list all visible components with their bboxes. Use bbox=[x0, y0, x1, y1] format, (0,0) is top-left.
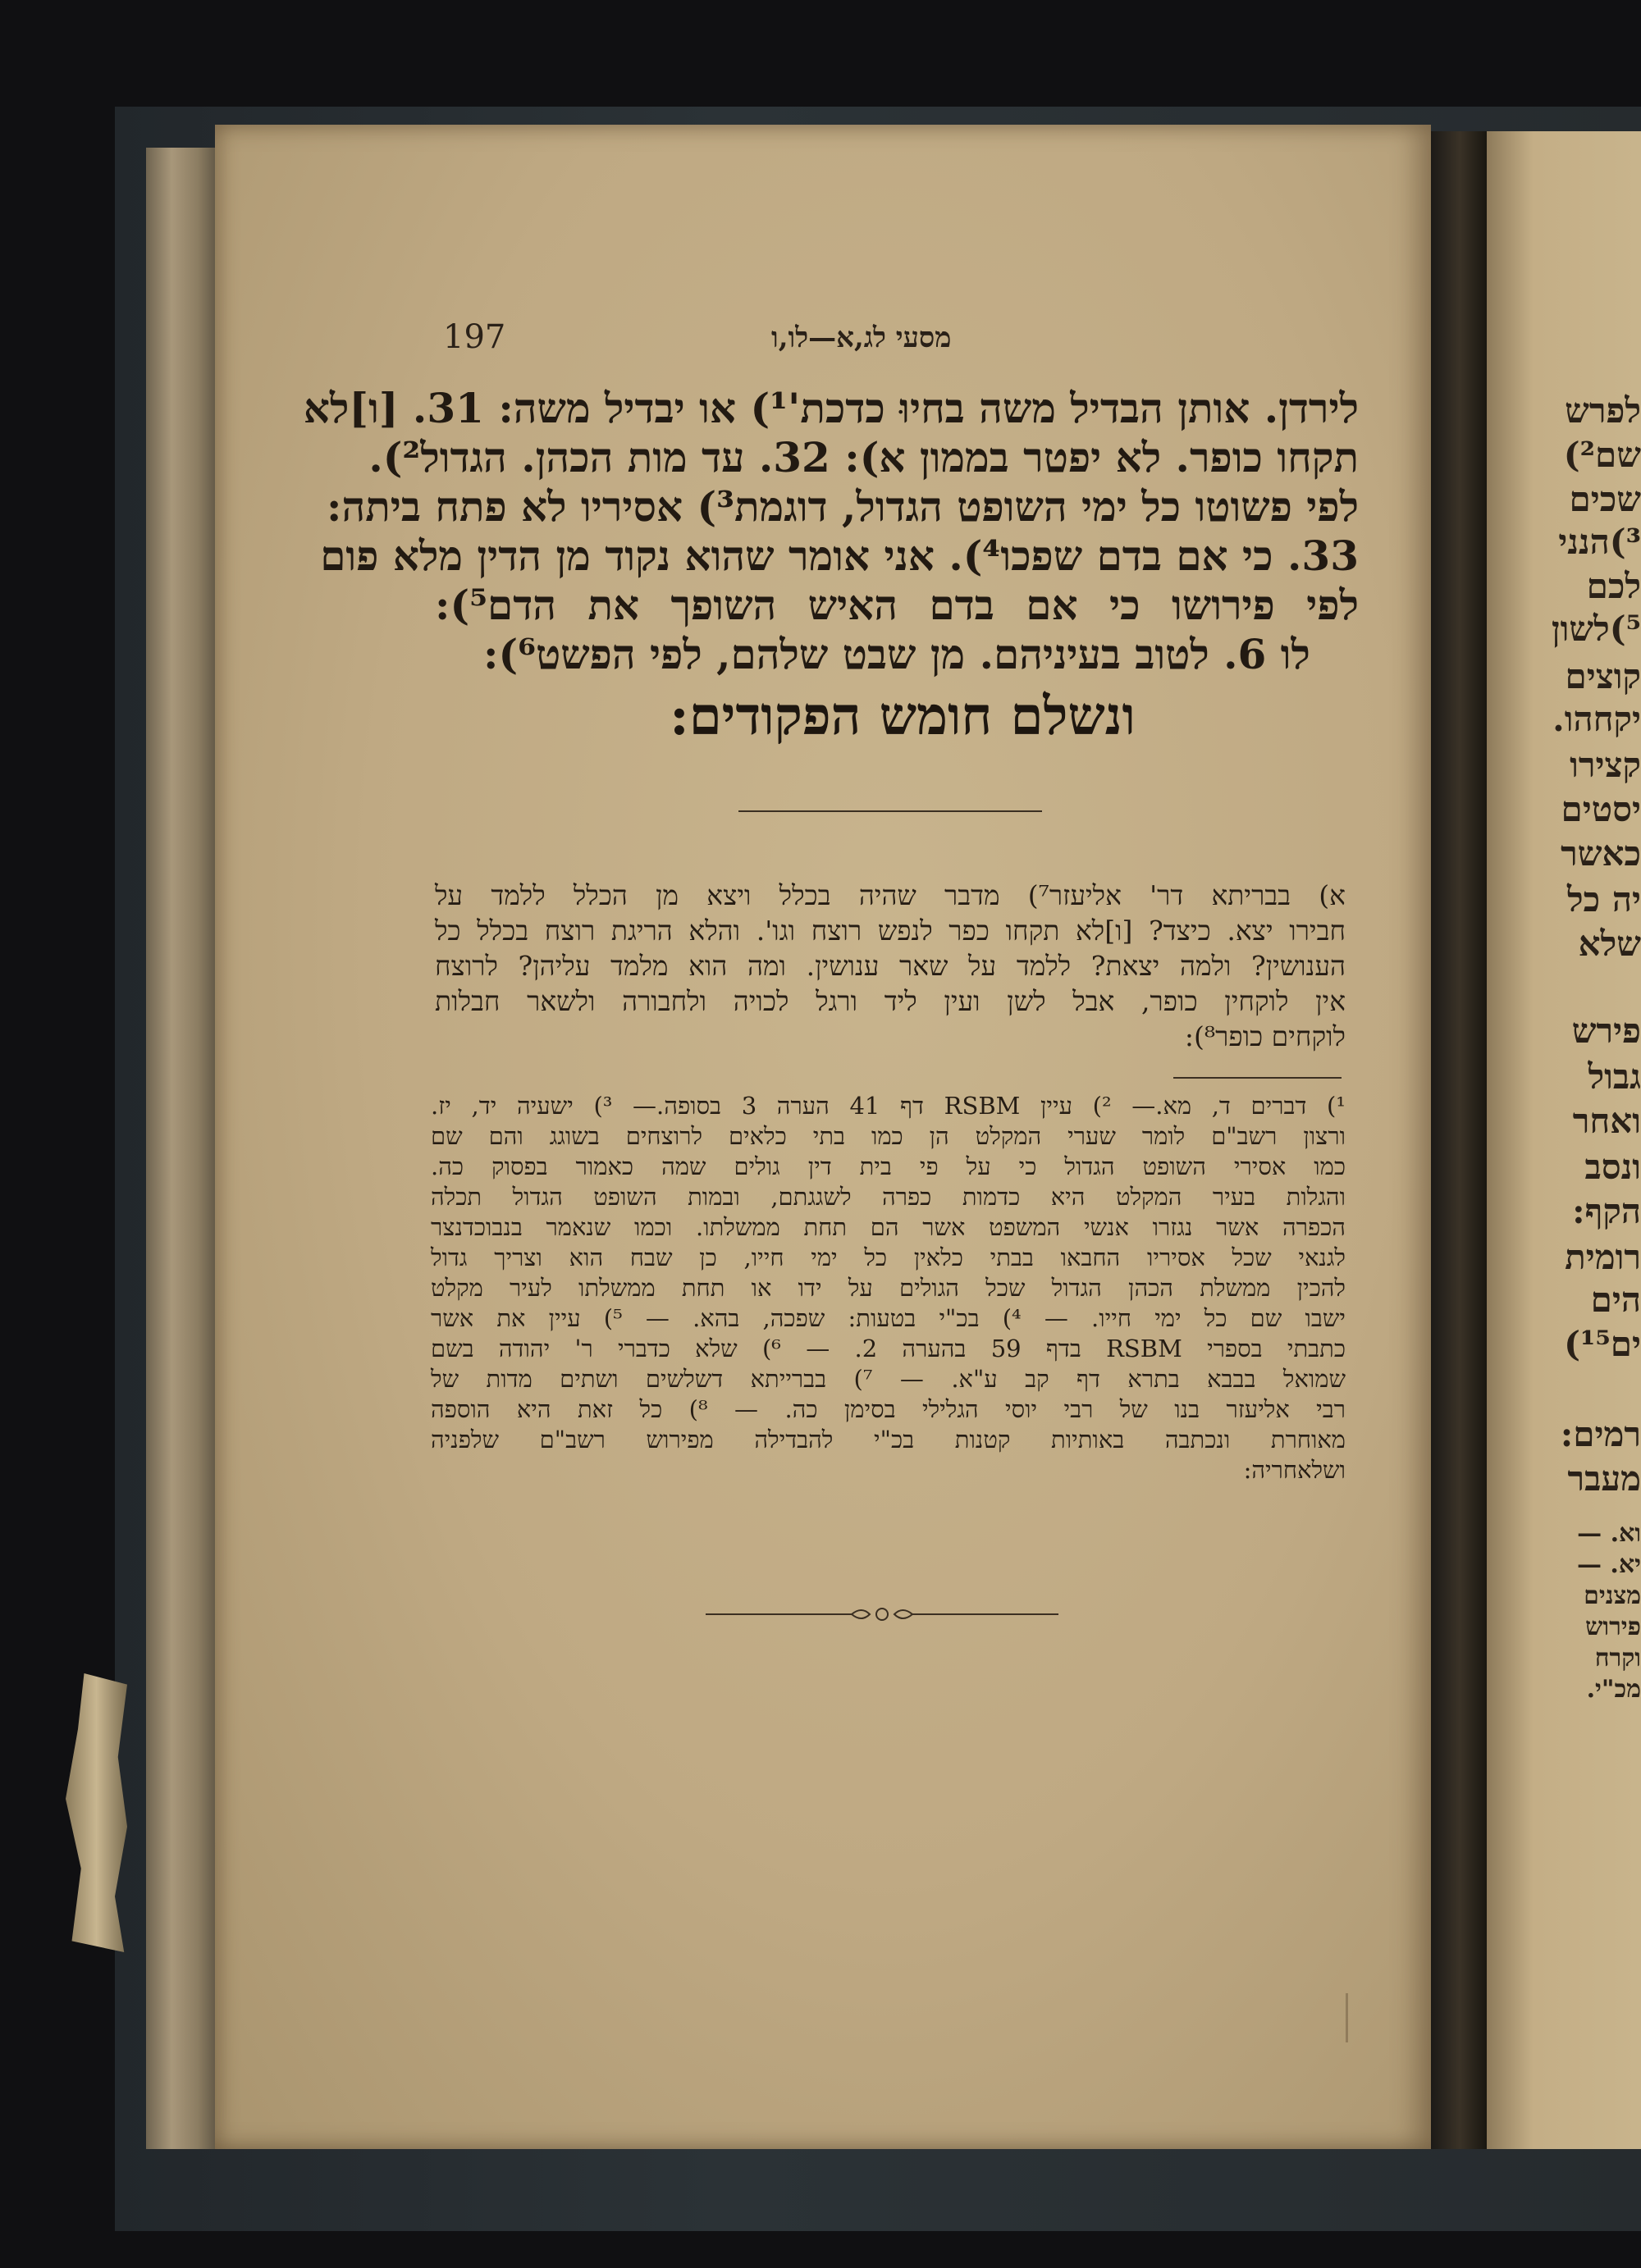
right-page-line: ואחר bbox=[1572, 1101, 1641, 1141]
right-page-line: לכם bbox=[1586, 566, 1641, 606]
right-page-line: שלא bbox=[1578, 924, 1641, 964]
right-page-line: מכ"י. bbox=[1586, 1675, 1641, 1704]
footnote-line: הכפרה אשר נגזרו אנשי המשפט אשר הם תחת ממשלתו. וכמו שנאמר בנבוכדנצר bbox=[431, 1213, 1346, 1241]
footnotes bbox=[431, 1091, 1346, 1485]
page-number: 197 bbox=[443, 318, 506, 356]
baraita-line: הענושין? ולמה יצאת? ללמד על שאר ענושין. ומה הוא מלמד עליהן? לרוצח bbox=[435, 950, 1346, 982]
commentary-text bbox=[303, 384, 1359, 679]
right-page-line: וקרח bbox=[1594, 1644, 1641, 1672]
footnote-line: ורצון רשב"ם לומר שערי המקלט הן כמו בתי כלאים לרוצחים בשוגג והם שם bbox=[431, 1122, 1346, 1150]
right-page-line: גבול bbox=[1588, 1056, 1641, 1097]
baraita-line-final: לוקחים כופר⁸): bbox=[1184, 1020, 1346, 1052]
baraita-line: א) בבריתא דר' אליעזר⁷) מדבר שהיה בכלל ויצא מן הכלל ללמד על bbox=[435, 879, 1346, 911]
ornamental-divider bbox=[706, 1602, 1058, 1627]
text-line: לפי פירושו כי אם בדם האיש השופך את הדם⁵): bbox=[435, 581, 1359, 629]
book-gutter bbox=[1431, 131, 1488, 2149]
page-header bbox=[443, 318, 1001, 367]
baraita-line: אין לוקחין כופר, אבל לשן ועין ליד ורגל לכויה ולחבורה ולשאר חבלות bbox=[435, 985, 1346, 1017]
right-page-line: רמים: bbox=[1560, 1414, 1641, 1454]
right-page-line: מעבר bbox=[1567, 1458, 1641, 1499]
right-page-line: פירש bbox=[1571, 1011, 1641, 1051]
text-line: תקחו כופר. לא יפטר בממון א): 32. עד מות הכהן. הגדול²). bbox=[368, 433, 1359, 481]
footnote-line: ¹) דברים ד, מא.— ²) עיין RSBM דף 41 הערה 3 בסופה.— ³) ישעיה יד, יז. bbox=[431, 1092, 1346, 1120]
right-page-line: כאשר bbox=[1561, 833, 1641, 874]
right-page-line: קוצים bbox=[1565, 656, 1641, 696]
text-line: לפי פשוטו כל ימי השופט הגדול, דוגמת³) אסיריו לא פתח ביתה: bbox=[327, 482, 1359, 531]
right-page-line: לפרש bbox=[1565, 390, 1641, 431]
footnote-line: כמו אסירי השופט הגדול כי על פי בית דין גולים שמה כאמור בפסוק כה. bbox=[431, 1152, 1346, 1180]
right-page-line: יה כל bbox=[1567, 879, 1641, 920]
baraita-line: חבירו יצא. כיצד? [ו]לא תקחו כפר לנפש רוצח וגו'. והלא הריגת רוצח בכלל כל bbox=[435, 915, 1346, 947]
right-page-line: וא. — bbox=[1577, 1519, 1641, 1548]
baraita-note bbox=[435, 878, 1346, 1054]
right-page-line: ³)הנני bbox=[1558, 522, 1641, 562]
footnote-line: לגנאי שכל אסיריו החבאו בבתי כלאין כל ימי חייו, כן שבח הוא וצריך גדול bbox=[431, 1244, 1346, 1271]
footnote-line: להכין ממשלת הכהן הגדול שכל הגולים על ידו או תחת ממשלתו לעיר מקלט bbox=[431, 1274, 1346, 1302]
right-page-line: פירוש bbox=[1585, 1613, 1641, 1641]
footnote-line: שמואל בבבא בתרא דף קב ע"א. — ⁷) בברייתא דשלשים ושתים מדות של bbox=[431, 1365, 1346, 1393]
right-page-edge bbox=[1487, 131, 1641, 2149]
right-page-line: רומית bbox=[1565, 1237, 1641, 1277]
book-spine-edge bbox=[146, 148, 220, 2149]
section-divider bbox=[738, 810, 1042, 812]
footnote-line: ישבו שם כל ימי חייו. — ⁴) בכ"י בטעות: שפכה, בהא. — ⁵) עיין את אשר bbox=[431, 1304, 1346, 1332]
right-page-line: הקף: bbox=[1572, 1191, 1641, 1231]
text-line: 33. כי אם בדם שפכו⁴). אני אומר שהוא נקוד מן הדין מלא פום bbox=[320, 532, 1359, 580]
right-page-line: שם²) bbox=[1563, 435, 1641, 475]
right-page-line: מצנים bbox=[1584, 1581, 1641, 1610]
right-page-line: ונסב bbox=[1584, 1147, 1641, 1187]
footnote-line: והגלות בעיר המקלט היא כדמות כפרה לשגגתם, ובמות השופט הגדול תכלה bbox=[431, 1183, 1346, 1211]
right-page-line: ⁵)לשון bbox=[1551, 609, 1641, 649]
right-page-line: שכים bbox=[1569, 479, 1641, 519]
footnote-line: כתבתי בספרי RSBM בדף 59 בהערה 2. — ⁶) שלא כדברי ר' יהודה בשם bbox=[431, 1335, 1346, 1362]
text-line: לירדן. אותן הבדיל משה בחיוּ כדכת'¹) או יבדיל משה: 31. [ו]לא bbox=[303, 384, 1359, 432]
footnote-line: מאוחרת ונכתבה באותיות קטנות בכ"י להבדילה מפירוש רשב"ם שלפניה bbox=[431, 1426, 1346, 1453]
text-line-final: לו 6. לטוב בעיניהם. מן שבט שלהם, לפי הפשט⁶): bbox=[483, 630, 1310, 678]
footnote-line-final: ושלאחריה: bbox=[1243, 1456, 1346, 1484]
right-page-line: הים bbox=[1590, 1280, 1641, 1320]
paper-crease bbox=[1346, 1993, 1348, 2042]
running-head: מסעי לג,א—לו,ו bbox=[771, 322, 952, 354]
right-page-line: יסטים bbox=[1561, 789, 1641, 829]
right-page-line: ים¹⁵) bbox=[1564, 1324, 1641, 1364]
right-page-line: קצירו bbox=[1570, 745, 1641, 785]
footnote-line: רבי אליעזר בנו של רבי יוסי הגלילי בסימן כה. — ⁸) כל זאת היא הוספה bbox=[431, 1395, 1346, 1423]
right-page-line: יקחהו. bbox=[1552, 699, 1641, 739]
closing-heading: ונשלם חומש הפקודים: bbox=[670, 686, 1136, 747]
right-page-line: יא. — bbox=[1576, 1550, 1641, 1579]
footnote-rule bbox=[1173, 1077, 1342, 1079]
